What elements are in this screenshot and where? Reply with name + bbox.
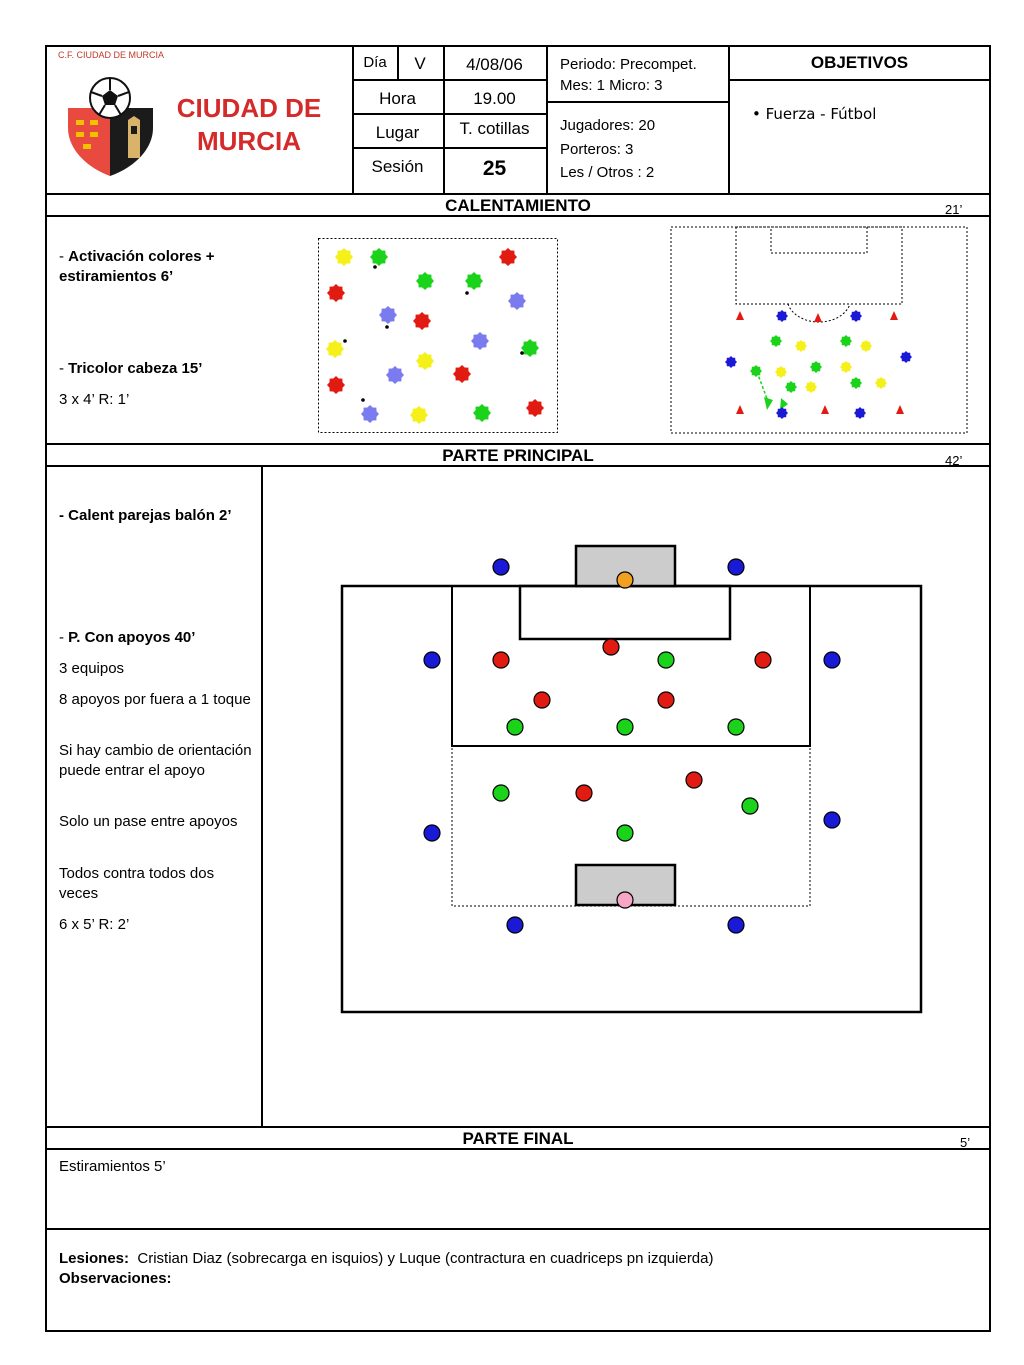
periodo: Periodo: Precompet. (560, 56, 697, 73)
principal-line-4: Solo un pase entre apoyos (59, 813, 238, 830)
lugar-label: Lugar (375, 123, 420, 142)
activity-prefix: - (59, 248, 69, 265)
section-divider (45, 1228, 991, 1230)
dia-label: Día (363, 54, 387, 71)
sesion-label: Sesión (371, 157, 424, 176)
cone-marker (821, 405, 829, 414)
hora-value: 19.00 (473, 89, 516, 108)
player-green (742, 798, 758, 814)
sesion-value: 25 (482, 157, 507, 180)
logo-text: C.F. CIUDAD DE MURCIA (58, 50, 165, 60)
cone-marker (896, 405, 904, 414)
player-purple (508, 292, 526, 310)
ball (465, 291, 469, 295)
header-divider (352, 113, 546, 115)
diagram-colores (318, 238, 558, 433)
hora-label: Hora (379, 89, 416, 108)
activity-name: Activación colores + estiramientos 6’ (59, 248, 215, 285)
player-green (770, 335, 782, 347)
player-green (521, 339, 539, 357)
calentamiento-activity-1 (59, 247, 289, 287)
player-purple (471, 332, 489, 350)
calentamiento-activity-2 (59, 359, 289, 379)
player-green (507, 719, 523, 735)
header-divider (352, 147, 546, 149)
player-green (728, 719, 744, 735)
lesiones (59, 1249, 979, 1269)
mes-micro: Mes: 1 Micro: 3 (560, 77, 663, 94)
calentamiento-title: CALENTAMIENTO (445, 196, 591, 215)
player-purple (361, 405, 379, 423)
player-red (526, 399, 544, 417)
dia-value: V (414, 54, 426, 73)
header-divider (352, 79, 546, 81)
les-otros: Les / Otros : 2 (560, 164, 655, 181)
lugar-value: T. cotillas (459, 119, 530, 138)
final-time: 5’ (960, 1135, 971, 1150)
player-yellow (410, 406, 428, 424)
section-divider (45, 443, 991, 445)
player-blue (776, 407, 788, 419)
principal-line-5: Todos contra todos dos veces (59, 865, 215, 902)
porteros: Porteros: 3 (560, 141, 634, 158)
player-blue (493, 559, 509, 575)
ball (385, 325, 389, 329)
cone-marker (890, 311, 898, 320)
diagram-tricolor (670, 226, 968, 434)
club-name (165, 92, 333, 158)
player-red (453, 365, 471, 383)
player-yellow (416, 352, 434, 370)
ball (520, 351, 524, 355)
principal-title: PARTE PRINCIPAL (442, 446, 594, 465)
player-red (603, 639, 619, 655)
player-green (493, 785, 509, 801)
final-text: Estiramientos 5’ (59, 1158, 166, 1175)
ball (343, 339, 347, 343)
player-yellow (335, 248, 353, 266)
player-red (658, 692, 674, 708)
player-green (850, 377, 862, 389)
player-green (465, 272, 483, 290)
player-blue (776, 310, 788, 322)
principal-item-2 (59, 628, 259, 648)
observaciones-label: Observaciones: (59, 1270, 172, 1287)
diagram-pitch (262, 466, 990, 1125)
player-yellow (795, 340, 807, 352)
player-blue (424, 825, 440, 841)
activity-prefix: - (59, 360, 69, 377)
player-purple (386, 366, 404, 384)
player-green (840, 335, 852, 347)
player-purple (379, 306, 397, 324)
principal-line-3: Si hay cambio de orientación puede entrar el apoyo (59, 742, 252, 779)
club-logo (58, 50, 165, 186)
cone-marker (736, 405, 744, 414)
player-blue (424, 652, 440, 668)
player-pink (617, 892, 633, 908)
principal-line-1: 3 equipos (59, 660, 125, 677)
player-green (785, 381, 797, 393)
player-green (416, 272, 434, 290)
header-divider (728, 79, 991, 81)
principal-time: 42’ (945, 453, 963, 468)
player-green (617, 825, 633, 841)
section-divider (45, 1126, 991, 1128)
player-yellow (775, 366, 787, 378)
ball (373, 265, 377, 269)
player-yellow (805, 381, 817, 393)
item-name: P. Con apoyos 40’ (68, 629, 196, 646)
player-blue (725, 356, 737, 368)
player-blue (824, 652, 840, 668)
player-yellow (326, 340, 344, 358)
player-yellow (840, 361, 852, 373)
player-red (576, 785, 592, 801)
objetivos-title: OBJETIVOS (810, 53, 909, 72)
ball (361, 398, 365, 402)
header-divider (546, 45, 548, 193)
player-green (750, 365, 762, 377)
cone-marker (736, 311, 744, 320)
player-blue (824, 812, 840, 828)
player-red (413, 312, 431, 330)
player-blue (850, 310, 862, 322)
cone-marker (814, 313, 822, 322)
player-blue (728, 559, 744, 575)
player-red (327, 284, 345, 302)
header-divider (546, 101, 728, 103)
activity-name: Tricolor cabeza 15’ (68, 360, 203, 377)
section-divider (45, 193, 991, 195)
player-green (617, 719, 633, 735)
player-green (810, 361, 822, 373)
lesiones-text: Cristian Diaz (sobrecarga en isquios) y Luque (contractura en cuadriceps pn izquierda) (129, 1250, 714, 1267)
principal-line-2: 8 apoyos por fuera a 1 toque (59, 691, 251, 708)
player-orange (617, 572, 633, 588)
player-red (534, 692, 550, 708)
objetivo-item: • Fuerza - Fútbol (752, 105, 877, 123)
calentamiento-activity-2-detail: 3 x 4’ R: 1’ (59, 391, 130, 408)
player-red (499, 248, 517, 266)
player-blue (854, 407, 866, 419)
player-blue (728, 917, 744, 933)
final-title: PARTE FINAL (462, 1129, 574, 1148)
principal-line-6: 6 x 5’ R: 2’ (59, 916, 130, 933)
item-prefix: - (59, 629, 69, 646)
principal-item-1: - Calent parejas balón 2’ (59, 507, 232, 524)
player-yellow (860, 340, 872, 352)
player-red (686, 772, 702, 788)
player-red (327, 376, 345, 394)
club-name-line2: MURCIA (197, 126, 301, 156)
player-red (755, 652, 771, 668)
player-yellow (875, 377, 887, 389)
player-blue (507, 917, 523, 933)
fecha-value: 4/08/06 (466, 55, 523, 74)
player-green (473, 404, 491, 422)
player-blue (900, 351, 912, 363)
player-green (370, 248, 388, 266)
jugadores: Jugadores: 20 (560, 117, 656, 134)
lesiones-label: Lesiones: (59, 1250, 130, 1267)
player-green (658, 652, 674, 668)
player-red (493, 652, 509, 668)
calentamiento-time: 21’ (945, 202, 963, 217)
club-name-line1: CIUDAD DE (176, 93, 322, 123)
